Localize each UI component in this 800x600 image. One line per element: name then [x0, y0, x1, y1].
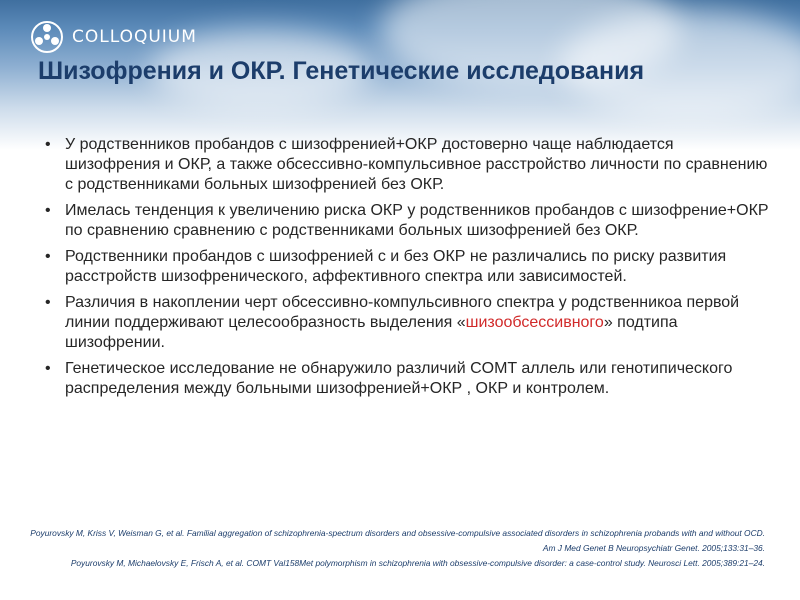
bullet-item: • Генетическое исследование не обнаружило различий COMT аллель или генотипического распределения между больными шизофренией+ОКР , ОКР и контролем. [42, 359, 772, 399]
bullet-text-after: » подтипа шизофрении. [65, 314, 678, 351]
bullet-item [42, 293, 772, 353]
references [30, 526, 765, 571]
logo-text: COLLOQUIUM [72, 27, 197, 47]
highlight-term: шизообсессивного [465, 314, 604, 331]
bullet-item: • Имелась тенденция к увеличению риска ОКР у родственников пробандов с шизофрение+ОКР по сравнению сравнению с родственниками больных шизофренией без ОКР. [42, 201, 772, 241]
reference-item: Poyurovsky M, Michaelovsky E, Frisch A, et al. COMT Val158Met polymorphism in schizophrenia with obsessive-compulsive disorder: a case-control study. Neurosci Lett. 2005;389:21–24. [70, 558, 765, 568]
bullet-item: • Родственники пробандов с шизофренией с и без ОКР не различались по риску развития расстройств шизофренического, аффективного спектра или зависимостей. [42, 247, 772, 287]
logo [30, 17, 197, 57]
bullet-text-before: Различия в накоплении черт обсессивно-компульсивного спектра у родственникоа первой линии поддерживают целесообразность выделения « [65, 294, 740, 331]
bullet-item: • У родственников пробандов с шизофренией+ОКР достоверно чаще наблюдается шизофрения и ОКР, а также обсессивно-компульсивное расстройство личности по сравнению с родственниками больных шизофренией без ОКР. [42, 135, 772, 195]
slide-title: Шизофрения и ОКР. Генетические исследования [38, 57, 645, 85]
logo-icon [30, 20, 64, 54]
reference-item: Poyurovsky M, Kriss V, Weisman G, et al. Familial aggregation of schizophrenia-spectrum disorders and obsessive-compulsive associated disorders in schizophrenia probands with and without OCD. Am J Med Genet B Neuropsychiatr Genet. 2005;133:31–36. [30, 528, 765, 553]
bullet-list [42, 135, 772, 405]
